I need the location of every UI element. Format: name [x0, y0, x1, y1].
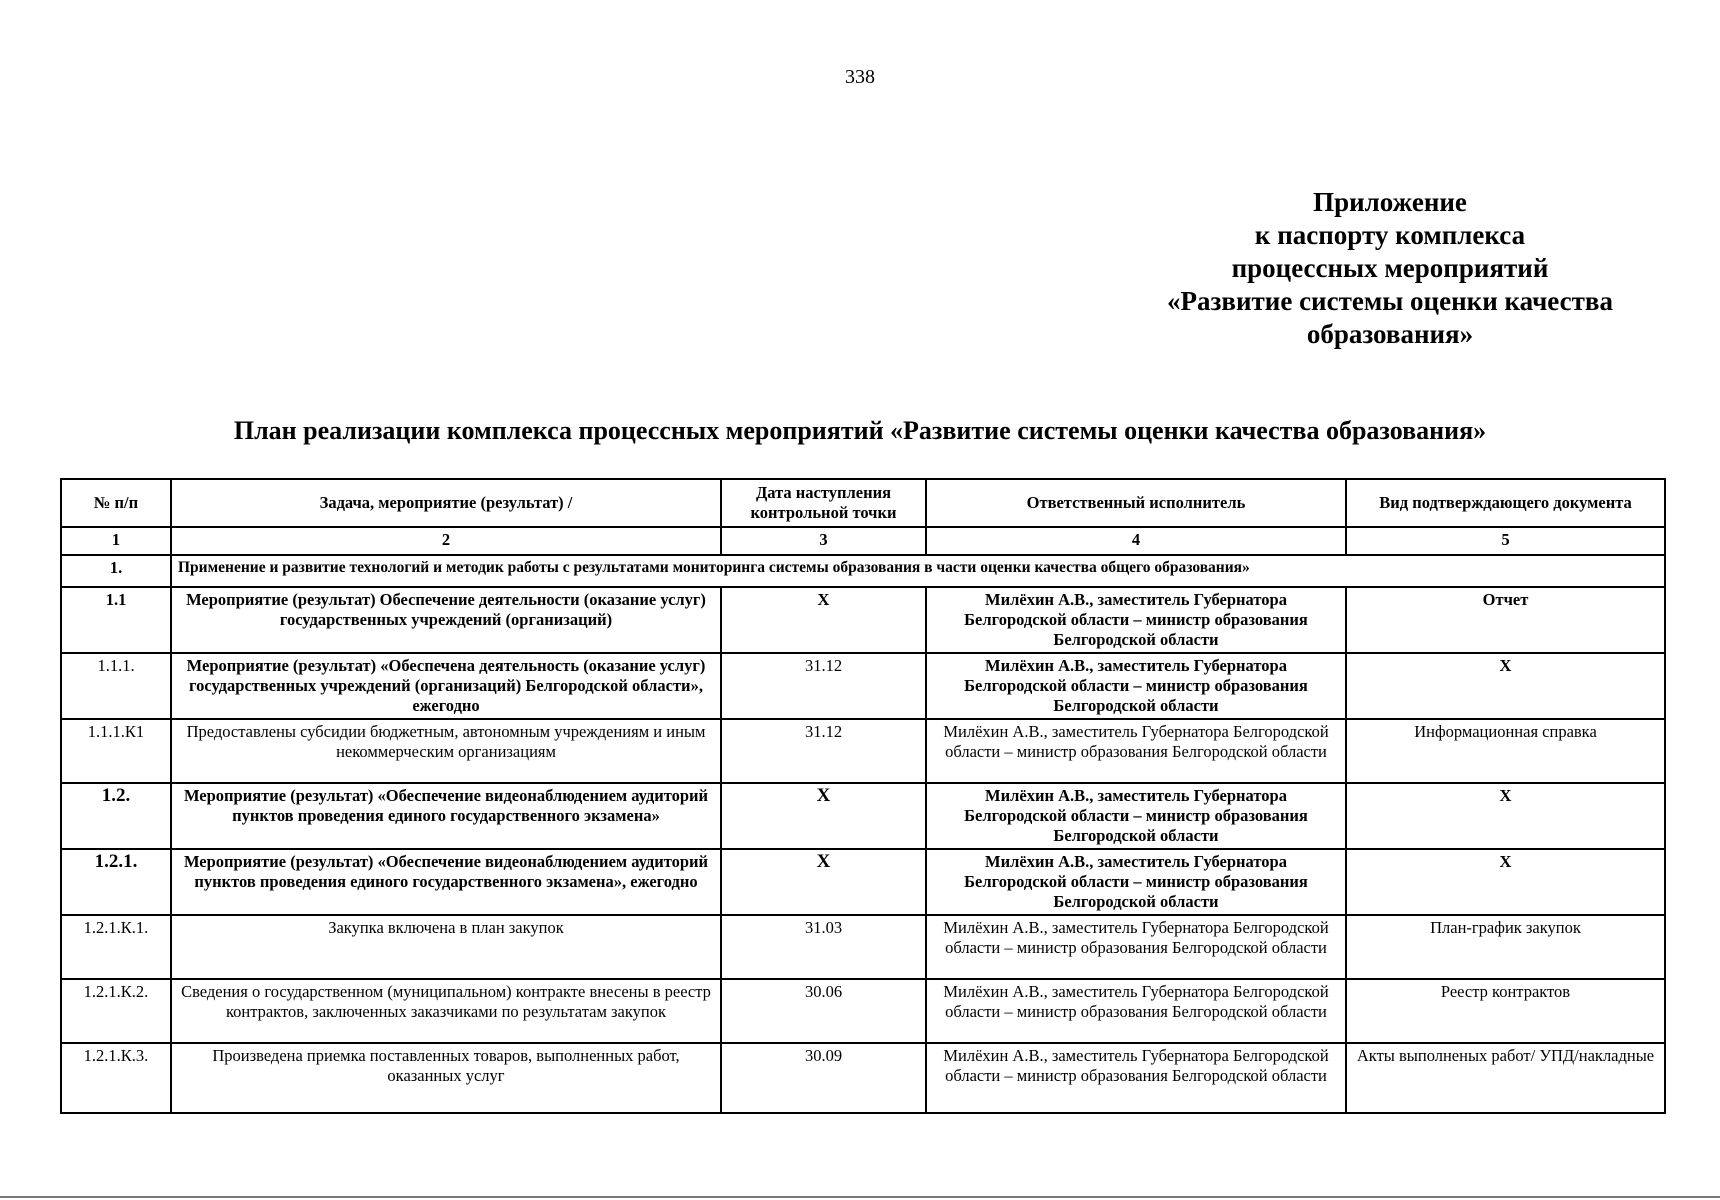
table-row [61, 915, 1665, 979]
header-task: Задача, мероприятие (результат) / [171, 479, 721, 527]
header-executor: Ответственный исполнитель [926, 479, 1346, 527]
row-task: Мероприятие (результат) «Обеспечена деятельность (оказание услуг) государственных учреждений (организаций) Белгородской области», ежегодно [171, 653, 721, 719]
row-date: X [721, 587, 926, 653]
table-row [61, 653, 1665, 719]
row-task: Предоставлены субсидии бюджетным, автономным учреждениям и иным некоммерческим организациям [171, 719, 721, 783]
appendix-line: «Развитие системы оценки качества [1167, 286, 1613, 316]
appendix-line: процессных мероприятий [1231, 253, 1549, 283]
column-number: 3 [721, 527, 926, 555]
row-executor: Милёхин А.В., заместитель Губернатора Белгородской области – министр образования Белгородской области [926, 979, 1346, 1043]
row-num: 1.2. [61, 783, 171, 849]
section-num: 1. [61, 555, 171, 587]
row-document: X [1346, 653, 1665, 719]
row-num: 1.2.1.К.2. [61, 979, 171, 1043]
page-number: 338 [845, 66, 875, 88]
row-num: 1.1.1. [61, 653, 171, 719]
table-row [61, 587, 1665, 653]
table-row [61, 979, 1665, 1043]
row-num: 1.1.1.К1 [61, 719, 171, 783]
row-executor: Милёхин А.В., заместитель Губернатора Белгородской области – министр образования Белгородской области [926, 1043, 1346, 1113]
row-date: 30.06 [721, 979, 926, 1043]
page-bottom-rule [0, 1196, 1720, 1198]
row-executor: Милёхин А.В., заместитель Губернатора Белгородской области – министр образования Белгородской области [926, 719, 1346, 783]
column-number-row [61, 527, 1665, 555]
row-executor: Милёхин А.В., заместитель Губернатора Белгородской области – министр образования Белгородской области [926, 783, 1346, 849]
row-executor: Милёхин А.В., заместитель Губернатора Белгородской области – министр образования Белгородской области [926, 653, 1346, 719]
row-date: X [721, 849, 926, 915]
plan-title: План реализации комплекса процессных мероприятий «Развитие системы оценки качества образования» [233, 416, 1487, 445]
row-num: 1.1 [61, 587, 171, 653]
row-document: Акты выполненых работ/ УПД/накладные [1346, 1043, 1665, 1113]
plan-table [60, 478, 1666, 1114]
row-executor: Милёхин А.В., заместитель Губернатора Белгородской области – министр образования Белгородской области [926, 849, 1346, 915]
row-task: Сведения о государственном (муниципальном) контракте внесены в реестр контрактов, заключенных заказчиками по результатам закупок [171, 979, 721, 1043]
row-executor: Милёхин А.В., заместитель Губернатора Белгородской области – министр образования Белгородской области [926, 587, 1346, 653]
header-date: Дата наступления контрольной точки [721, 479, 926, 527]
table-row [61, 849, 1665, 915]
row-document: План-график закупок [1346, 915, 1665, 979]
row-date: 31.12 [721, 719, 926, 783]
row-task: Закупка включена в план закупок [171, 915, 721, 979]
column-number: 1 [61, 527, 171, 555]
section-text: Применение и развитие технологий и методик работы с результатами мониторинга системы образования в части оценки качества общего образования» [171, 555, 1665, 587]
row-document: X [1346, 783, 1665, 849]
appendix-heading [1130, 186, 1650, 351]
column-number: 5 [1346, 527, 1665, 555]
row-date: 30.09 [721, 1043, 926, 1113]
row-task: Мероприятие (результат) Обеспечение деятельности (оказание услуг) государственных учреждений (организаций) [171, 587, 721, 653]
row-document: Реестр контрактов [1346, 979, 1665, 1043]
row-date: 31.03 [721, 915, 926, 979]
table-row [61, 783, 1665, 849]
appendix-line: образования» [1306, 319, 1474, 349]
column-number: 2 [171, 527, 721, 555]
row-document: Отчет [1346, 587, 1665, 653]
row-num: 1.2.1.К.1. [61, 915, 171, 979]
table-header-row [61, 479, 1665, 527]
row-date: 31.12 [721, 653, 926, 719]
row-executor: Милёхин А.В., заместитель Губернатора Белгородской области – министр образования Белгородской области [926, 915, 1346, 979]
table-row [61, 719, 1665, 783]
header-num: № п/п [61, 479, 171, 527]
header-document: Вид подтверждающего документа [1346, 479, 1665, 527]
appendix-line: Приложение [1313, 187, 1467, 217]
row-document: Информационная справка [1346, 719, 1665, 783]
row-task: Мероприятие (результат) «Обеспечение видеонаблюдением аудиторий пунктов проведения единого государственного экзамена», ежегодно [171, 849, 721, 915]
row-num: 1.2.1.К.3. [61, 1043, 171, 1113]
table-row [61, 1043, 1665, 1113]
appendix-line: к паспорту комплекса [1254, 220, 1526, 250]
column-number: 4 [926, 527, 1346, 555]
row-date: X [721, 783, 926, 849]
row-task: Мероприятие (результат) «Обеспечение видеонаблюдением аудиторий пунктов проведения единого государственного экзамена» [171, 783, 721, 849]
row-task: Произведена приемка поставленных товаров, выполненных работ, оказанных услуг [171, 1043, 721, 1113]
row-document: X [1346, 849, 1665, 915]
row-num: 1.2.1. [61, 849, 171, 915]
section-row [61, 555, 1665, 587]
